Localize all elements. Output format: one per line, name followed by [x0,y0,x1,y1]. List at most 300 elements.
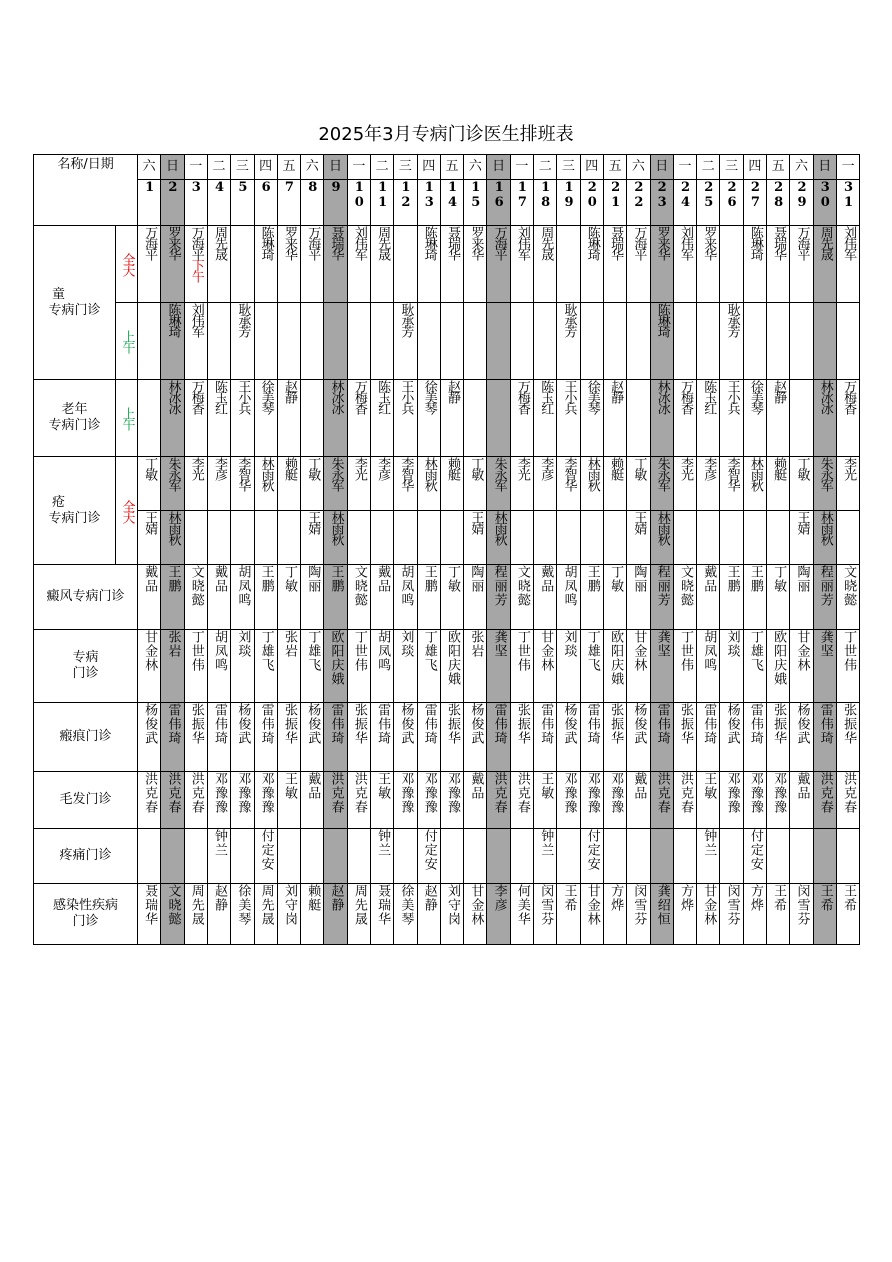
schedule-cell [720,511,743,565]
schedule-cell [184,772,207,829]
day-number: 29 [794,180,810,210]
doctor-name: 程丽芳 [654,565,670,607]
doctor-name: 杨俊武 [631,703,647,745]
schedule-cell [813,457,836,511]
schedule-cell [767,884,790,945]
day-number: 2 [165,180,181,195]
schedule-cell [790,565,813,630]
schedule-cell [347,565,370,630]
schedule-cell [650,380,673,457]
doctor-name: 邓豫豫 [235,772,251,814]
schedule-cell [603,565,626,630]
doctor-name: 耿承芳 [398,303,414,336]
session-label [116,380,138,457]
schedule-cell [277,772,300,829]
day-number: 20 [584,180,600,210]
day-number-cell [324,180,347,226]
schedule-cell [440,226,463,303]
department-name [34,226,116,380]
schedule-cell [440,303,463,380]
doctor-name: 雷伟琦 [165,703,181,745]
day-number-cell [417,180,440,226]
schedule-cell [603,457,626,511]
doctor-name: 耿承芳 [724,303,740,336]
doctor-name: 李彦 [538,457,554,479]
doctor-name: 邓豫豫 [724,772,740,814]
schedule-cell [417,380,440,457]
schedule-cell [627,303,650,380]
doctor-name: 王希 [817,884,833,912]
schedule-cell [254,630,277,703]
doctor-name: 丁敏 [281,565,297,593]
schedule-cell [767,511,790,565]
schedule-cell [603,303,626,380]
schedule-cell [743,829,766,884]
weekday-cell: 三 [394,155,417,180]
doctor-name: 刘伟军 [351,226,367,259]
doctor-name: 朱永军 [654,457,670,490]
schedule-cell [743,565,766,630]
schedule-cell [510,380,533,457]
schedule-cell [580,380,603,457]
schedule-cell [184,630,207,703]
doctor-name: 周先晟 [188,884,204,926]
schedule-cell [767,772,790,829]
doctor-name: 朱永军 [165,457,181,490]
doctor-name: 陶丽 [794,565,810,593]
schedule-cell [231,772,254,829]
session-text: 全天 [119,253,135,275]
schedule-cell [254,226,277,303]
schedule-cell [417,630,440,703]
schedule-cell [347,303,370,380]
schedule-cell [394,457,417,511]
schedule-cell [231,829,254,884]
doctor-name: 邓豫豫 [561,772,577,814]
schedule-cell [161,565,184,630]
doctor-name: 丁敏 [305,457,321,479]
day-number: 30 [817,180,833,210]
doctor-name: 戴品 [538,565,554,593]
day-number-cell [464,180,487,226]
doctor-name: 徐美琴 [235,884,251,926]
schedule-cell [813,829,836,884]
doctor-name: 王小兵 [398,380,414,413]
schedule-cell [207,829,230,884]
doctor-name: 陈玉红 [212,380,228,413]
weekday-cell: 三 [231,155,254,180]
doctor-name: 万海平 [305,226,321,259]
header-label: 名称/日期 [34,155,138,226]
schedule-cell [394,703,417,772]
schedule-cell [697,829,720,884]
doctor-name: 万梅香 [841,380,857,413]
schedule-cell [207,772,230,829]
weekday-cell: 一 [510,155,533,180]
schedule-cell [417,511,440,565]
schedule-cell [510,772,533,829]
doctor-name: 万梅香 [677,380,693,413]
weekday-cell: 二 [697,155,720,180]
schedule-cell [836,226,859,303]
doctor-name: 洪克春 [654,772,670,814]
schedule-cell [650,630,673,703]
schedule-cell [347,703,370,772]
schedule-cell [347,884,370,945]
schedule-cell [580,303,603,380]
schedule-cell [370,703,393,772]
doctor-name: 赵静 [281,380,297,402]
day-number-cell [231,180,254,226]
doctor-name: 王鹏 [584,565,600,593]
schedule-cell [603,226,626,303]
schedule-cell [138,457,161,511]
doctor-name: 杨俊武 [561,703,577,745]
weekday-cell: 一 [673,155,696,180]
schedule-cell [277,703,300,772]
doctor-name: 邓豫豫 [421,772,437,814]
doctor-name: 王敏 [538,772,554,800]
schedule-cell [487,884,510,945]
department-name-line: 疼痛门诊 [59,848,112,863]
schedule-cell [813,630,836,703]
schedule-cell [534,630,557,703]
schedule-cell [277,630,300,703]
schedule-cell [720,565,743,630]
schedule-cell [370,630,393,703]
doctor-name: 戴品 [794,772,810,800]
doctor-name: 陈琳琦 [654,303,670,336]
schedule-cell [440,829,463,884]
schedule-cell [324,772,347,829]
doctor-name: 张振华 [514,703,530,745]
doctor-name: 戴品 [468,772,484,800]
schedule-cell [836,457,859,511]
schedule-cell [836,884,859,945]
doctor-name: 戴品 [375,565,391,593]
doctor-name: 罗来华 [701,226,717,259]
doctor-name: 丁雄飞 [747,630,763,672]
schedule-cell [627,884,650,945]
doctor-name: 邓豫豫 [212,772,228,814]
schedule-cell [510,457,533,511]
schedule-cell [207,303,230,380]
schedule-cell [534,565,557,630]
schedule-cell [440,565,463,630]
doctor-name: 王婧 [142,511,158,533]
schedule-cell [370,884,393,945]
doctor-name: 刘琰 [561,630,577,658]
department-name [34,829,138,884]
schedule-cell [627,772,650,829]
schedule-cell [790,303,813,380]
doctor-name: 王鹏 [421,565,437,593]
weekday-cell: 日 [813,155,836,180]
day-number-cell [534,180,557,226]
schedule-cell [487,511,510,565]
schedule-cell [184,511,207,565]
schedule-cell [464,226,487,303]
schedule-cell [603,772,626,829]
doctor-name: 邓豫豫 [258,772,274,814]
schedule-cell [580,511,603,565]
doctor-name: 雷伟琦 [747,703,763,745]
doctor-name: 张振华 [281,703,297,745]
doctor-name: 周先晟 [212,226,228,259]
schedule-cell [836,829,859,884]
schedule-cell [534,772,557,829]
doctor-name: 周先晟 [375,226,391,259]
weekday-cell: 六 [464,155,487,180]
doctor-name: 杨俊武 [724,703,740,745]
department-name [34,565,138,630]
schedule-cell [394,226,417,303]
day-number-cell [813,180,836,226]
doctor-name: 陈琳琦 [747,226,763,259]
schedule-cell [720,380,743,457]
doctor-name: 邓豫豫 [398,772,414,814]
schedule-cell [557,565,580,630]
doctor-name: 洪克春 [677,772,693,814]
schedule-cell [161,457,184,511]
schedule-cell [697,226,720,303]
doctor-name: 王敏 [375,772,391,800]
doctor-name: 王小兵 [724,380,740,413]
doctor-name: 张振华 [351,703,367,745]
weekday-cell: 日 [161,155,184,180]
schedule-cell [277,457,300,511]
doctor-name: 罗来华 [654,226,670,259]
doctor-name: 洪克春 [491,772,507,814]
schedule-cell [370,303,393,380]
schedule-cell [813,511,836,565]
doctor-name: 聂瑞华 [445,226,461,259]
schedule-cell [370,457,393,511]
schedule-cell [720,303,743,380]
doctor-name: 王希 [771,884,787,912]
schedule-cell [603,829,626,884]
schedule-cell [790,380,813,457]
doctor-name: 甘金林 [701,884,717,926]
doctor-name: 罗来华 [281,226,297,259]
doctor-name: 李彦 [491,884,507,912]
schedule-cell [464,630,487,703]
doctor-name: 程丽芳 [817,565,833,607]
schedule-cell [138,630,161,703]
schedule-cell [580,772,603,829]
schedule-cell [207,884,230,945]
schedule-cell [487,703,510,772]
doctor-name: 杨俊武 [398,703,414,745]
weekday-cell: 五 [277,155,300,180]
doctor-name: 刘琰 [724,630,740,658]
doctor-name: 甘金林 [468,884,484,926]
doctor-name: 耿承芳 [235,303,251,336]
doctor-name: 陶丽 [468,565,484,593]
schedule-cell [813,703,836,772]
schedule-cell [464,772,487,829]
department-name-line: 感染性疾病 [53,898,119,913]
schedule-cell [580,630,603,703]
department-name-line: 童 [52,286,66,302]
doctor-name: 刘守岗 [281,884,297,926]
doctor-name: 王婧 [468,511,484,533]
day-number: 4 [212,180,228,195]
schedule-cell [813,380,836,457]
doctor-name: 洪克春 [165,772,181,814]
doctor-name: 徐美琴 [747,380,763,413]
weekday-cell: 二 [370,155,393,180]
day-number: 8 [305,180,321,195]
doctor-name: 赵静 [771,380,787,402]
schedule-cell [347,630,370,703]
day-number: 28 [771,180,787,210]
weekday-cell: 六 [301,155,324,180]
schedule-cell [557,511,580,565]
schedule-cell [231,565,254,630]
schedule-cell [254,380,277,457]
doctor-name: 闵雪芬 [724,884,740,926]
day-number-cell [277,180,300,226]
schedule-cell [627,565,650,630]
schedule-cell [277,380,300,457]
schedule-cell [324,565,347,630]
doctor-name: 刘伟军 [188,303,204,336]
doctor-name: 聂瑞华 [328,226,344,259]
day-number: 6 [258,180,274,195]
doctor-name: 文晓懿 [351,565,367,607]
schedule-cell [650,511,673,565]
doctor-name: 赵静 [328,884,344,912]
schedule-cell [580,457,603,511]
schedule-cell [790,457,813,511]
department-name-line: 老年 [61,402,88,417]
doctor-name: 王婧 [631,511,647,533]
schedule-cell [138,884,161,945]
day-number-cell [697,180,720,226]
doctor-name: 林雨秋 [747,457,763,490]
doctor-name: 林雨秋 [654,511,670,544]
department-name-line: 门诊 [72,666,99,681]
department-name [34,380,116,457]
schedule-cell [673,829,696,884]
day-number: 3 [188,180,204,195]
department-name-line: 专病门诊 [48,510,101,526]
day-number-cell [627,180,650,226]
schedule-cell [650,884,673,945]
doctor-name: 李智华 [724,457,740,490]
schedule-cell [673,457,696,511]
doctor-name: 徐美琴 [398,884,414,926]
schedule-cell [138,829,161,884]
schedule-cell [743,457,766,511]
department-name [34,703,138,772]
doctor-name: 闵雪芬 [794,884,810,926]
day-number-cell [487,180,510,226]
schedule-cell [231,511,254,565]
doctor-name: 钟兰 [701,829,717,857]
schedule-cell [510,703,533,772]
page-title: 2025年3月专病门诊医生排班表 [318,124,574,145]
doctor-name: 丁世伟 [514,630,530,672]
schedule-cell [487,380,510,457]
schedule-cell [184,703,207,772]
department-name [34,630,138,703]
schedule-cell [627,829,650,884]
weekday-cell: 四 [580,155,603,180]
schedule-cell [417,829,440,884]
doctor-name: 林雨秋 [491,511,507,544]
schedule-cell [417,457,440,511]
weekday-cell: 五 [440,155,463,180]
schedule-cell [534,380,557,457]
schedule-cell [836,703,859,772]
schedule-cell [673,884,696,945]
schedule-cell [650,457,673,511]
doctor-name: 万梅香 [514,380,530,413]
schedule-cell [580,565,603,630]
doctor-name: 付定安 [747,829,763,871]
schedule-cell [324,829,347,884]
schedule-cell [464,565,487,630]
schedule-cell [836,380,859,457]
doctor-name: 王婧 [305,511,321,533]
schedule-cell [324,703,347,772]
doctor-name: 丁雄飞 [258,630,274,672]
department-name [34,884,138,945]
schedule-cell [254,457,277,511]
doctor-name: 林雨秋 [328,511,344,544]
schedule-cell [301,630,324,703]
schedule-cell [534,457,557,511]
doctor-name: 万海平 [794,226,810,259]
schedule-cell [138,511,161,565]
day-number-cell [254,180,277,226]
doctor-name: 赖艇 [445,457,461,479]
doctor-name: 王希 [841,884,857,912]
doctor-name: 戴品 [305,772,321,800]
day-number-cell [440,180,463,226]
doctor-name: 胡凤鸣 [398,565,414,607]
doctor-name: 林雨秋 [165,511,181,544]
doctor-name: 丁世伟 [188,630,204,672]
schedule-cell [557,303,580,380]
doctor-name: 林冰冰 [654,380,670,413]
doctor-name: 周先晟 [258,884,274,926]
schedule-cell [184,380,207,457]
schedule-cell [464,703,487,772]
schedule-cell [790,630,813,703]
schedule-cell [370,511,393,565]
doctor-name: 王小兵 [561,380,577,413]
doctor-name: 杨俊武 [794,703,810,745]
doctor-name: 林雨秋 [817,511,833,544]
schedule-cell [487,457,510,511]
schedule-cell [184,303,207,380]
schedule-cell [627,511,650,565]
schedule-cell [394,772,417,829]
schedule-cell [534,226,557,303]
day-number-cell [138,180,161,226]
doctor-name: 文晓懿 [677,565,693,607]
schedule-cell [510,303,533,380]
doctor-name: 张振华 [188,703,204,745]
schedule-cell [161,380,184,457]
schedule-cell [697,772,720,829]
doctor-name: 周先晟 [817,226,833,259]
doctor-name: 徐美琴 [584,380,600,413]
schedule-cell [743,630,766,703]
